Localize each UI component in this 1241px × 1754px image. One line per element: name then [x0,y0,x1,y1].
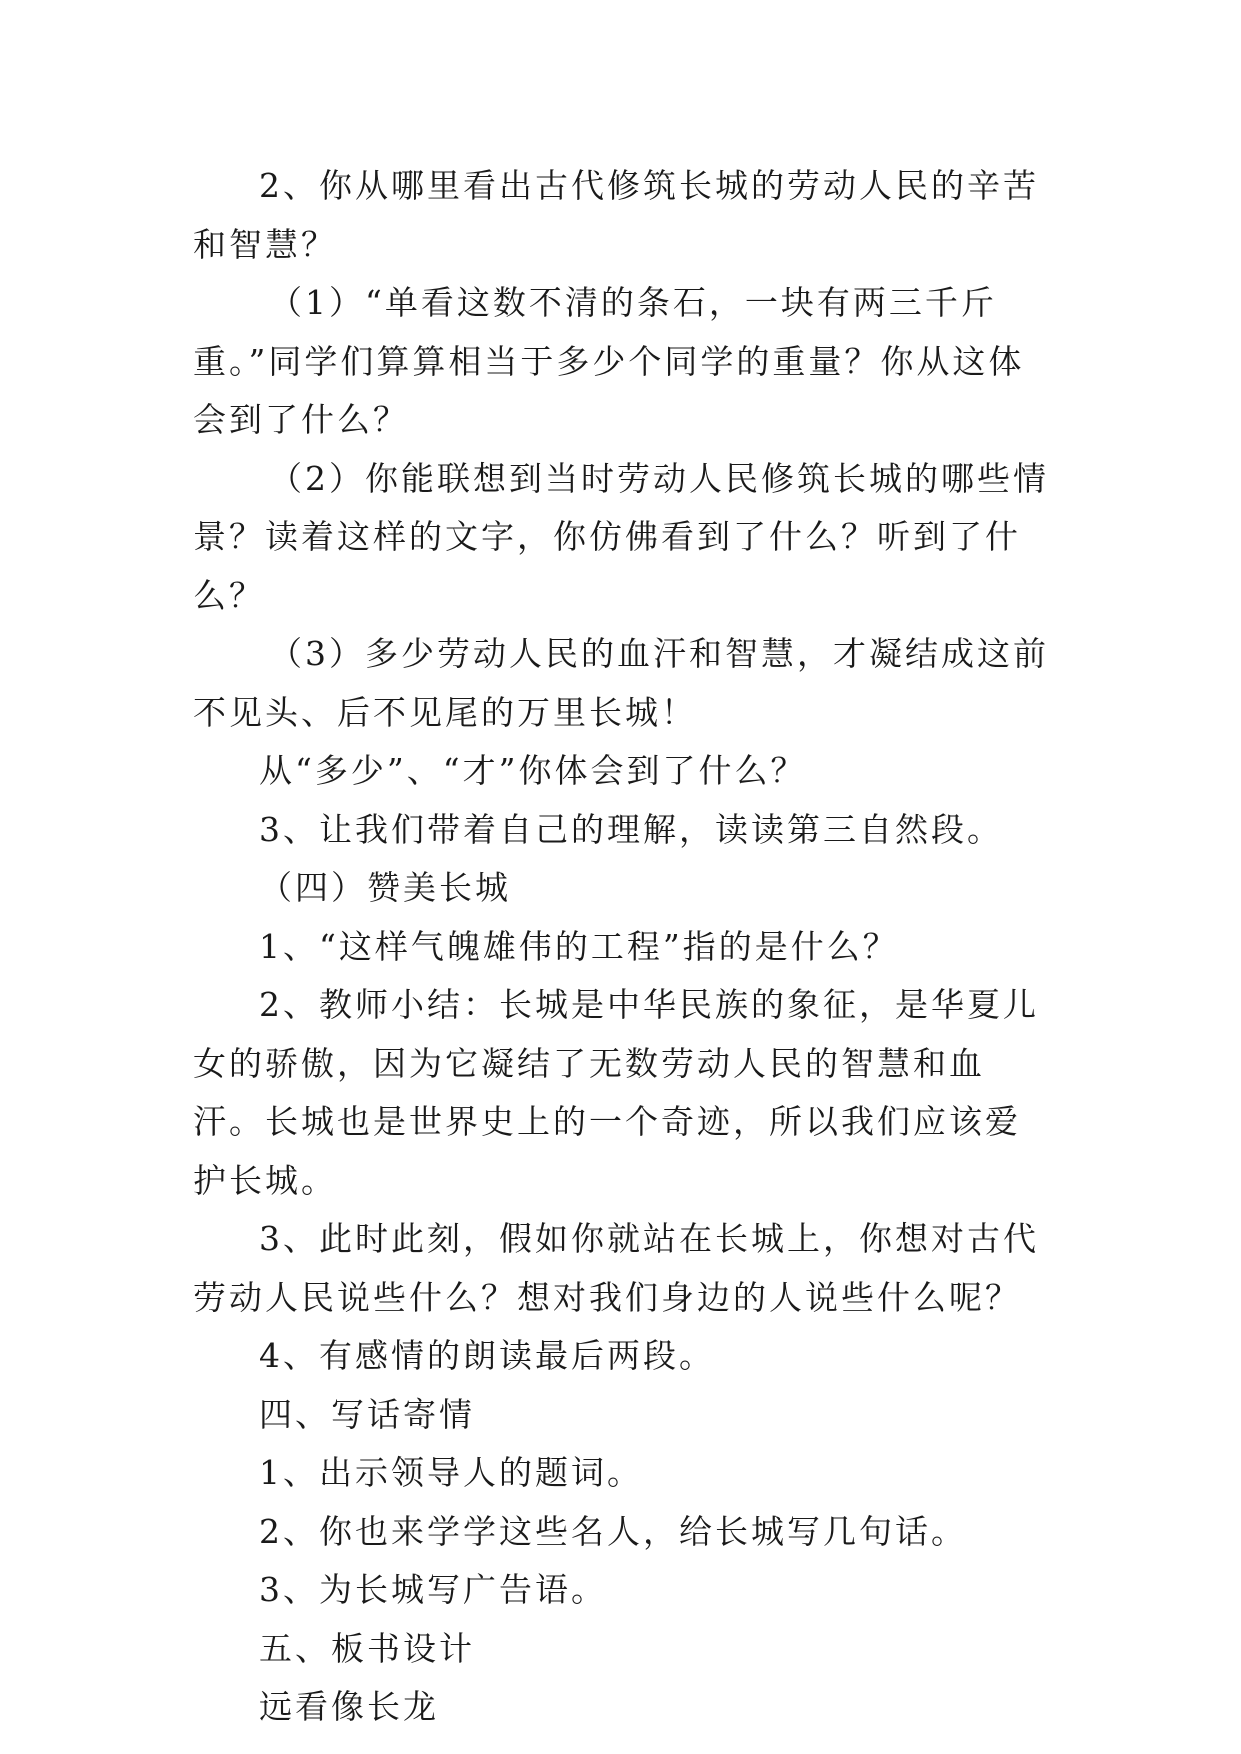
paragraph: 从“多少”、“才”你体会到了什么？ [259,751,807,790]
paragraph: 3、为长城写广告语。 [259,1570,607,1609]
section-heading: （四）赞美长城 [259,868,511,907]
paragraph: 3、让我们带着自己的理解，读读第三自然段。 [259,809,1003,849]
document-body [193,157,1053,1737]
paragraph: 1、出示领导人的题词。 [259,1453,643,1492]
paragraph: （3）多少劳动人民的血汗和智慧，才凝结成这前不见头、后不见尾的万里长城！ [193,634,1049,732]
paragraph: （2）你能联想到当时劳动人民修筑长城的哪些情景？读着这样的文字，你仿佛看到了什么？听到了什么？ [193,458,1049,615]
paragraph: （1）“单看这数不清的条石，一块有两三千斤重。”同学们算算相当于多少个同学的重量？你从这体会到了什么？ [193,283,1025,439]
paragraph: 2、你从哪里看出古代修筑长城的劳动人民的辛苦和智慧？ [193,166,1039,264]
paragraph: 4、有感情的朗读最后两段。 [259,1336,715,1375]
paragraph: 2、教师小结：长城是中华民族的象征，是华夏儿女的骄傲，因为它凝结了无数劳动人民的智慧和血汗。长城也是世界史上的一个奇迹，所以我们应该爱护长城。 [193,985,1039,1200]
paragraph: 2、你也来学学这些名人，给长城写几句话。 [259,1511,967,1551]
paragraph: 1、“这样气魄雄伟的工程”指的是什么？ [259,926,899,966]
paragraph: 远看像长龙 [259,1687,439,1726]
section-heading: 五、板书设计 [259,1628,475,1668]
paragraph: 3、此时此刻，假如你就站在长城上，你想对古代劳动人民说些什么？想对我们身边的人说些什么呢？ [193,1219,1039,1317]
section-heading: 四、写话寄情 [259,1394,475,1434]
